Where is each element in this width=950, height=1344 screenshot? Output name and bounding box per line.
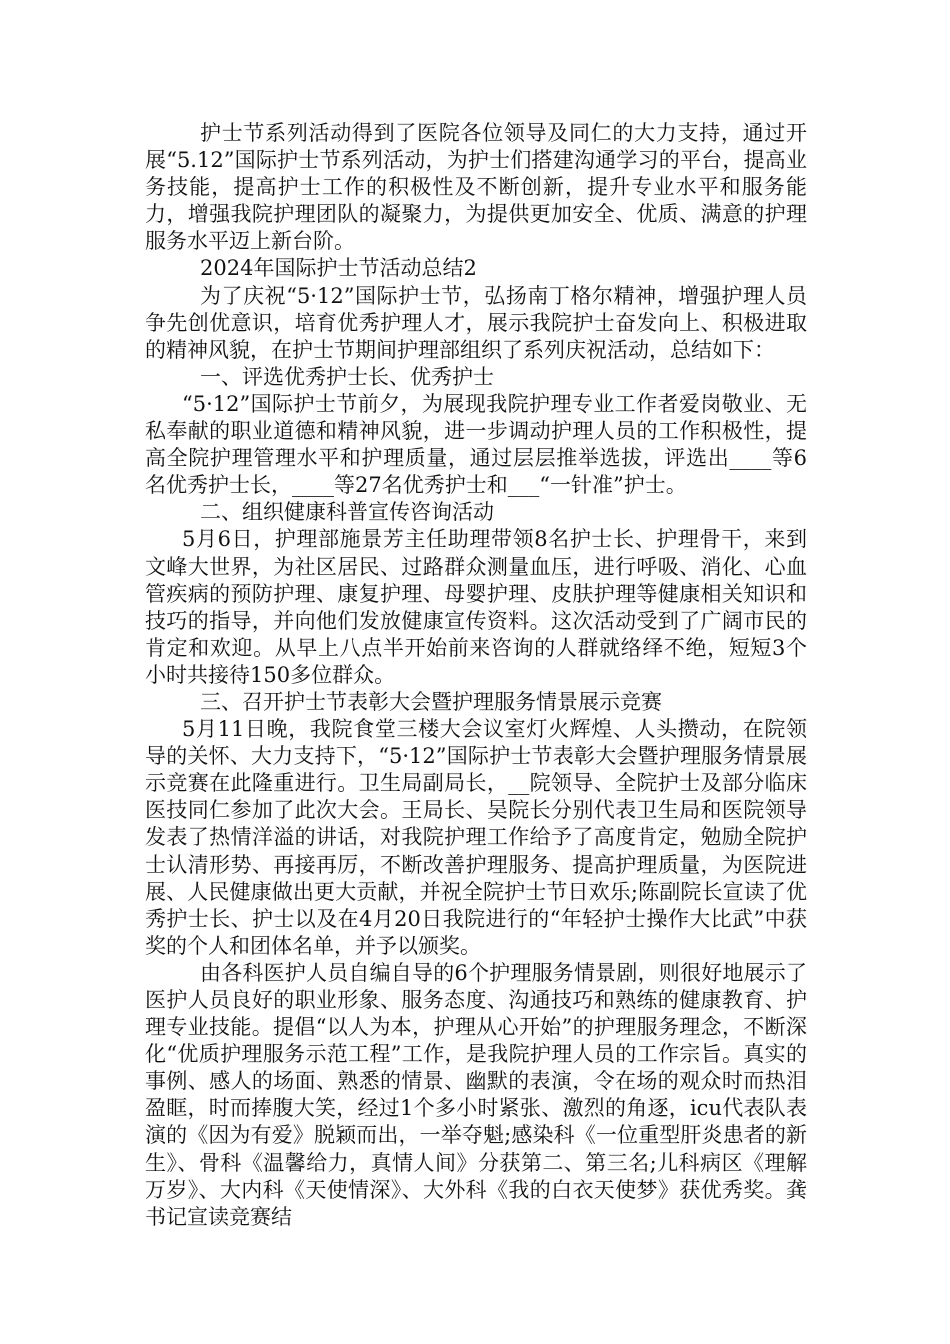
document-title: 2024年国际护士节活动总结2	[200, 256, 477, 281]
paragraph-intro: 护士节系列活动得到了医院各位领导及同仁的大力支持，通过开展“5.12”国际护士节系列活动，为护士们搭建沟通学习的平台，提高业务技能，提高护士工作的积极性及不断创新，提升专业水平和服务能力，增强我院护理团队的凝聚力，为提供更加安全、优质、满意的护理服务水平迈上新台阶。	[145, 121, 807, 254]
section-heading-3: 三、召开护士节表彰大会暨护理服务情景展示竞赛	[200, 689, 662, 714]
paragraph-section-3-continued: 由各科医护人员自编自导的6个护理服务情景剧，则很好地展示了医护人员良好的职业形象、服务态度、沟通技巧和熟练的健康教育、护理专业技能。提倡“以人为本，护理从心开始”的护理服务理念，不断深化“优质护理服务示范工程”工作，是我院护理人员的工作宗旨。真实的事例、感人的场面、熟悉的情景、幽默的表演，令在场的观众时而热泪盈眶，时而捧腹大笑，经过1个多小时紧张、激烈的角逐，icu代表队表演的《因为有爱》脱颖而出，一举夺魁;感染科《一位重型肝炎患者的新生》、骨科《温馨给力，真情人间》分获第二、第三名;儿科病区《理解万岁》、大内科《天使情深》、大外科《我的白衣天使梦》获优秀奖。龚书记宣读竞赛结	[145, 960, 807, 1229]
section-heading-2: 二、组织健康科普宣传咨询活动	[200, 500, 494, 525]
paragraph-section-1: “5·12”国际护士节前夕，为展现我院护理专业工作者爱岗敬业、无私奉献的职业道德和精神风貌，进一步调动护理人员的工作积极性，提高全院护理管理水平和护理质量，通过层层推举选拔，评选出____等6名优秀护士长，____等27名优秀护士和___“一针准”护士。	[145, 391, 807, 498]
section-heading-1: 一、评选优秀护士长、优秀护士	[200, 364, 494, 389]
paragraph-section-3: 5月11日晚，我院食堂三楼大会议室灯火辉煌、人头攒动，在院领导的关怀、大力支持下，“5·12”国际护士节表彰大会暨护理服务情景展示竞赛在此隆重进行。卫生局副局长，__院领导、全院护士及部分临床医技同仁参加了此次大会。王局长、吴院长分别代表卫生局和医院领导发表了热情洋溢的讲话，对我院护理工作给予了高度肯定，勉励全院护士认清形势、再接再厉，不断改善护理服务、提高护理质量，为医院进展、人民健康做出更大贡献，并祝全院护士节日欢乐;陈副院长宣读了优秀护士长、护士以及在4月20日我院进行的“年轻护士操作大比武”中获奖的个人和团体名单，并予以颁奖。	[145, 717, 807, 958]
paragraph-section-2: 5月6日，护理部施景芳主任助理带领8名护士长、护理骨干，来到文峰大世界，为社区居民、过路群众测量血压，进行呼吸、消化、心血管疾病的预防护理、康复护理、母婴护理、皮肤护理等健康相关知识和技巧的指导，并向他们发放健康宣传资料。这次活动受到了广阔市民的肯定和欢迎。从早上八点半开始前来咨询的人群就络绎不绝，短短3个小时共接待150多位群众。	[145, 527, 807, 687]
document-page	[145, 120, 807, 1231]
paragraph-overview: 为了庆祝“5·12”国际护士节，弘扬南丁格尔精神，增强护理人员争先创优意识，培育优秀护理人才，展示我院护士奋发向上、积极进取的精神风貌，在护士节期间护理部组织了系列庆祝活动，总结如下：	[145, 283, 807, 362]
